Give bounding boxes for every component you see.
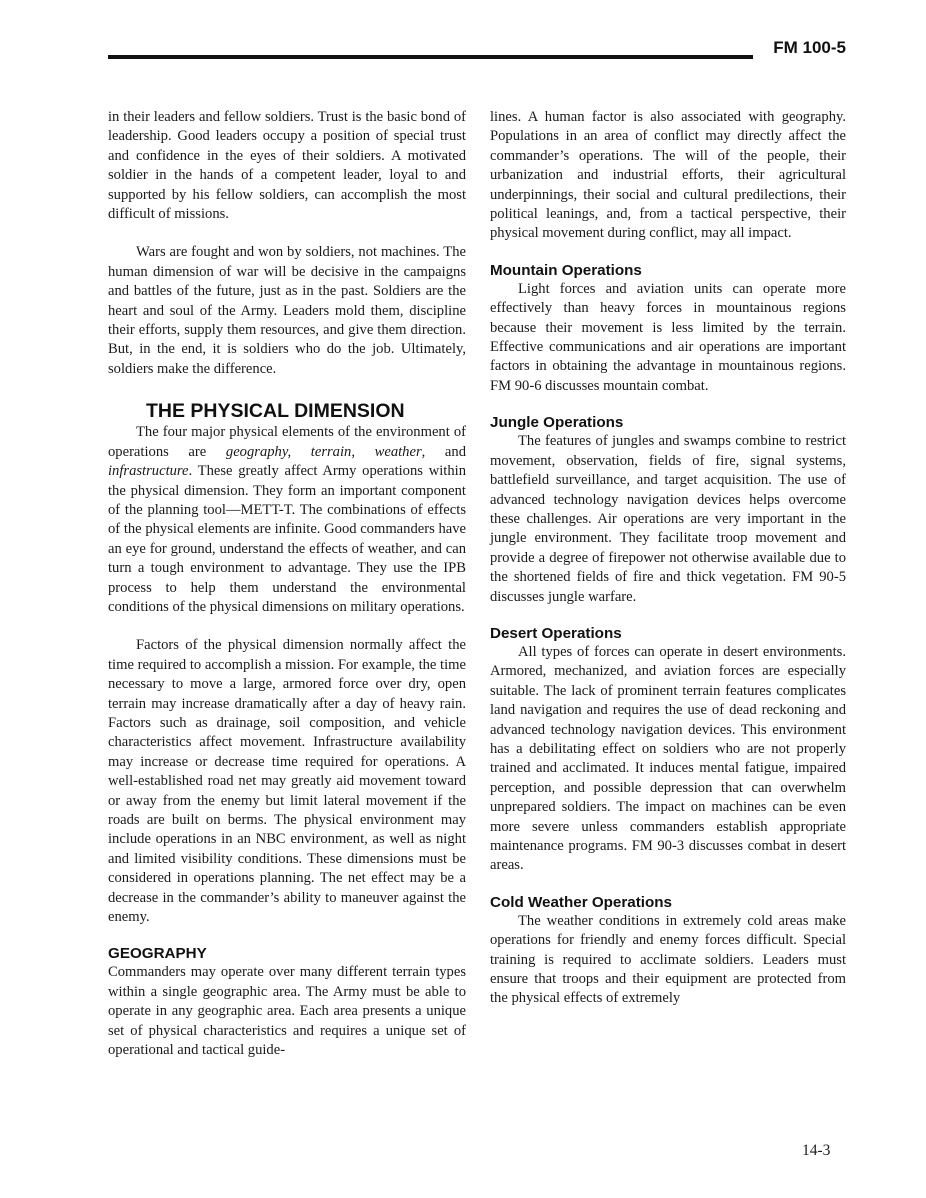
paragraph-human-factor: lines. A human factor is also associated with geography. Populations in an area of conflict may directly affect the commander’s operations. The will of the people, their urbanization and industrial efforts, their agricultural underpinnings, their social and cultural predilections, their political leanings, and, from a tactical perspective, their physical movement during conflict, may all impact.	[490, 109, 846, 242]
heading-geography: GEOGRAPHY	[108, 945, 207, 963]
running-head	[108, 38, 850, 62]
paragraph-trust: in their leaders and fellow soldiers. Trust is the basic bond of leadership. Good leaders occupy a position of special trust and confidence in the eyes of their soldiers. A motivated soldier in the hands of a competent leader, loyal to and supported by his fellow soldiers, can accomplish the most difficult of missions.	[108, 109, 466, 223]
paragraph-jungle-operations: The features of jungles and swamps combine to restrict movement, observation, fields of fire, signal systems, battlefield surveillance, and target acquisition. The use of advanced technology navigation devices helps overcome these challenges. Air operations are very important in the jungle environment. They facilitate troop movement and provide a degree of firepower not otherwise available due to the shortened fields of fire and thick vegetation. FM 90-5 discusses jungle warfare.	[490, 433, 846, 605]
heading-mountain-operations: Mountain Operations	[490, 261, 642, 279]
left-column	[108, 108, 466, 1060]
paragraph-physical-factors: Factors of the physical dimension normally affect the time required to accomplish a mission. For example, the time necessary to move a large, armored force over dry, open terrain may increase dramatically after a day of heavy rain. Factors such as drainage, soil composition, and vehicle characteristics affect movement. Infrastructure availability may increase or decrease time required for operations. A well-established road net may greatly aid movement toward or away from the enemy but limit lateral movement if the roads are built on berms. The physical environment may include operations in an NBC environment, as well as night and limited visibility conditions. These dimensions must be considered in operations planning. The net effect may be a decrease in the commander’s ability to maneuver against the enemy.	[108, 637, 466, 926]
paragraph-physical-elements: The four major physical elements of the environment of operations are geography, terrain, weather, and infrastructure. These greatly affect Army operations within the physical dimension. They form an important component of the planning tool—METT-T. The combinations of effects of the physical elements are infinite. Good commanders have an eye for ground, understand the effects of weather, and can turn a tough environment to advantage. They use the IPB process to help them understand the environmental conditions of the physical dimensions on military operations.	[108, 424, 466, 615]
manual-designation: FM 100-5	[773, 38, 846, 57]
heading-jungle-operations: Jungle Operations	[490, 414, 624, 432]
right-column	[490, 108, 846, 1009]
page-number: 14-3	[802, 1142, 831, 1159]
heading-cold-weather-operations: Cold Weather Operations	[490, 893, 672, 911]
paragraph-mountain-operations: Light forces and aviation units can operate more effectively than heavy forces in mountainous regions because their movement is less limited by the terrain. Effective communications and air operations are important factors in obtaining the advantage in mountainous regions. FM 90-6 discusses mountain combat.	[490, 280, 846, 394]
header-rule	[108, 55, 753, 59]
paragraph-desert-operations: All types of forces can operate in desert environments. Armored, mechanized, and aviation forces are especially suitable. The lack of prominent terrain features complicates land navigation and requires the use of dead reckoning and advanced technology navigation devices. This environment has a debilitating effect on soldiers who are not properly trained and acclimated. It induces mental fatigue, impaired perception, and possible depression that can overwhelm unprepared soldiers. The impact on machines can be even more severe unless commanders establish appropriate maintenance programs. FM 90-3 discusses combat in desert areas.	[490, 643, 846, 874]
heading-desert-operations: Desert Operations	[490, 624, 622, 642]
paragraph-soldiers: Wars are fought and won by soldiers, not machines. The human dimension of war will be decisive in the campaigns and battles of the future, just as in the past. Soldiers are the heart and soul of the Army. Leaders mold them, discipline their efforts, supply them resources, and give them direction. But, in the end, it is soldiers who do the job. Ultimately, soldiers make the difference.	[108, 244, 466, 377]
section-title-physical-dimension: THE PHYSICAL DIMENSION	[146, 400, 405, 423]
paragraph-geography: Commanders may operate over many different terrain types within a single geographic area. The Army must be able to operate in any geographic area. Each area presents a unique set of physical characteristics and requires a unique set of operational and tactical guide-	[108, 964, 466, 1059]
paragraph-cold-weather-operations: The weather conditions in extremely cold areas make operations for friendly and enemy forces difficult. Special training is required to acclimate soldiers. Leaders must ensure that troops and their equipment are protected from the physical effects of extremely	[490, 912, 846, 1007]
